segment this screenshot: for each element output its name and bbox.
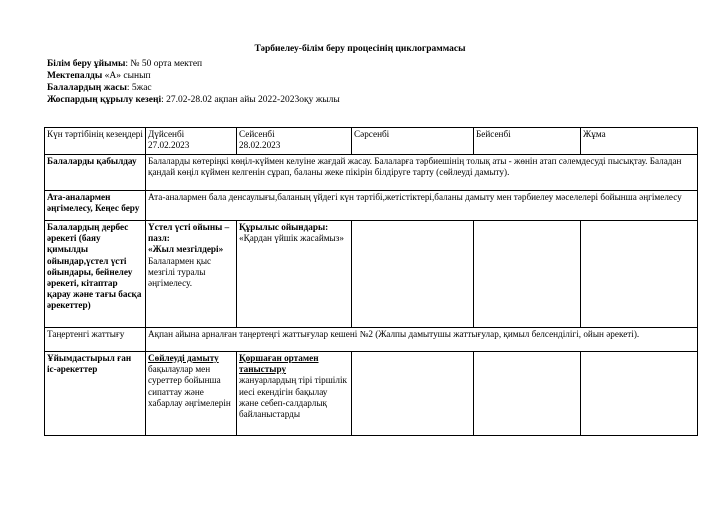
label-parents: Ата-аналармен әңгімелесу, Кеңес беру [45,191,146,221]
meta-period: Жоспардың құрылу кезеңі: 27.02-28.02 ақпан айы 2022-2023оқу жылы [47,95,340,105]
header-monday: Дүйсенбі 27.02.2023 [146,128,237,155]
cyclogram-table [44,127,698,436]
organized-monday-title: Сөйлеуді дамыту [148,353,219,363]
meta-age: Балалардың жасы: 5жас [47,83,152,93]
cell-organized-thursday [474,352,581,436]
cell-independent-wednesday [352,221,474,328]
label-reception: Балаларды қабылдау [45,155,146,191]
text-reception: Балаларды көтеріңкі көңіл-күймен келуіне жағдай жасау. Балаларға тәрбиешінің толық аты - жөнін атап сәлемдесуді пысықтау. Баладан қандай көңіл күймен келгенін сұрап, баланы жеке пікірін білдіруге тарту (сөйлеуді дамыту). [146,155,698,191]
header-row [45,128,698,155]
row-reception [45,155,698,191]
independent-monday-text: Балалармен қыс мезгілі туралы әңгімелесу. [148,255,212,289]
meta-group: Мектепалды «А» сынып [47,71,151,81]
organized-tuesday-text: жануарлардың тірі тіршілік иесі екендігін бақылау және себеп-салдарлық байланыстарды [239,375,347,420]
label-organized: Ұйымдастырыл ған іс-әрекеттер [45,352,146,436]
cell-organized-friday [581,352,698,436]
label-independent: Балалардың дербес әрекеті (баяу қимылды ойындар,үстел үсті ойындары, бейнелеу әрекеті, кітаптар қарау және тағы басқа әрекеттер) [45,221,146,328]
cell-organized-tuesday [237,352,352,436]
header-thursday: Бейсенбі [474,128,581,155]
row-independent [45,221,698,328]
meta-organization: Білім беру ұйымы: № 50 орта мектеп [47,59,203,69]
organized-tuesday-title: Қоршаған ортамен таныстыру [239,353,319,375]
cell-independent-thursday [474,221,581,328]
cell-organized-monday [146,352,237,436]
row-exercise [45,328,698,352]
independent-monday-title: Үстел үсті ойыны – пазл: [148,222,230,244]
document-title: Тәрбиелеу-білім беру процесінің циклограммасы [254,44,466,54]
header-period: Күн тәртібінің кезеңдері [45,128,146,155]
cell-independent-friday [581,221,698,328]
cell-independent-monday [146,221,237,328]
cell-independent-tuesday [237,221,352,328]
header-wednesday: Сәрсенбі [352,128,474,155]
text-exercise: Ақпан айына арналған таңертеңгі жаттығулар кешені №2 (Жалпы дамытушы жаттығулар, қимыл белсенділігі, ойын әрекеті). [146,328,698,352]
cell-organized-wednesday [352,352,474,436]
organized-monday-text: бақылаулар мен суреттер бойынша сипаттау және хабарлау әңгімелерін [148,364,231,408]
independent-tuesday-title: Құрылыс ойындары: [239,222,329,232]
independent-tuesday-text: «Қардан үйшік жасаймыз» [239,233,344,244]
label-exercise: Таңертенгі жаттығу [45,328,146,352]
text-parents: Ата-аналармен бала денсаулығы,баланың үйдегі күн тәртібі,жетістіктері,баланы дамыту мен тәрбиелеу мәселелері бойынша әңгімелесу [146,191,698,221]
row-parents [45,191,698,221]
row-organized [45,352,698,436]
header-tuesday: Сейсенбі 28.02.2023 [237,128,352,155]
independent-monday-subtitle: «Жыл мезгілдері» [148,244,224,255]
header-friday: Жұма [581,128,698,155]
